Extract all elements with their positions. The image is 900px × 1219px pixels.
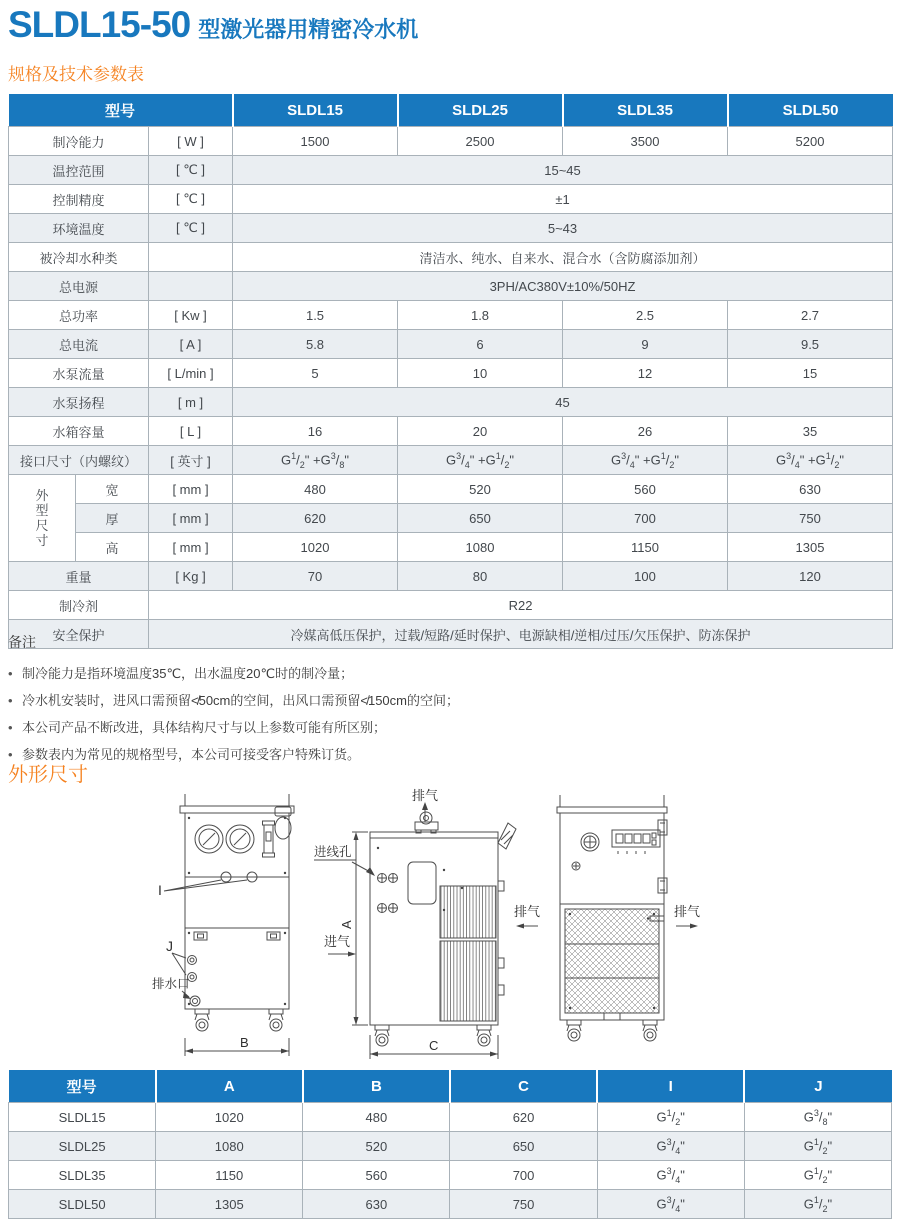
spec-row-label: 温控范围 (9, 156, 149, 185)
spec-row-unit: [ 英寸 ] (149, 446, 233, 475)
spec-cell-value: 3PH/AC380V±10%/50HZ (233, 272, 893, 301)
spec-cell-value: 45 (233, 388, 893, 417)
spec-row-label: 总功率 (9, 301, 149, 330)
dim-value-cell: $G^1/_2$" (597, 1103, 744, 1132)
spec-cell-value: 26 (563, 417, 728, 446)
spec-row-label: 总电源 (9, 272, 149, 301)
spec-cell-value: 2.5 (563, 301, 728, 330)
dim-value-cell: $G^3/_4$" (597, 1161, 744, 1190)
spec-row-sublabel: 宽 (76, 475, 149, 504)
dim-model-cell: SLDL15 (9, 1103, 156, 1132)
spec-cell-value: 1.8 (398, 301, 563, 330)
spec-cell-value: 630 (728, 475, 893, 504)
dim-value-cell: $G^3/_4$" (597, 1190, 744, 1219)
notes-heading: 备注 (8, 634, 36, 650)
spec-row-unit: [ ℃ ] (149, 214, 233, 243)
spec-cell-value: 2500 (398, 127, 563, 156)
spec-cell-value: 1020 (233, 533, 398, 562)
spec-row-unit (149, 243, 233, 272)
spec-cell-value: 620 (233, 504, 398, 533)
spec-row-unit (149, 272, 233, 301)
spec-row (9, 127, 893, 156)
spec-cell-value: 100 (563, 562, 728, 591)
exhaust-right-label: 排气 (674, 904, 701, 919)
spec-cell-value: 1150 (563, 533, 728, 562)
notes-section (8, 632, 888, 768)
spec-header-model-label: 型号 (9, 94, 233, 127)
note-item: • 制冷能力是指环境温度35℃，出水温度20℃时的制冷量； (8, 660, 888, 687)
front-view-drawing (152, 792, 317, 1064)
dim-value-cell: 650 (450, 1132, 597, 1161)
spec-row-unit: [ L/min ] (149, 359, 233, 388)
spec-cell-value: 3500 (563, 127, 728, 156)
spec-row (9, 243, 893, 272)
spec-cell-value: 750 (728, 504, 893, 533)
dim-model-cell: SLDL50 (9, 1190, 156, 1219)
note-item: • 本公司产品不断改进，具体结构尺寸与以上参数可能有所区别； (8, 714, 888, 741)
dimension-table (8, 1070, 892, 1219)
spec-cell-value: 9.5 (728, 330, 893, 359)
spec-row (9, 156, 893, 185)
spec-cell-value: 1.5 (233, 301, 398, 330)
cable-hole-label: 进线孔 (314, 845, 352, 859)
dim-header: C (450, 1070, 597, 1103)
dimension-table-header (9, 1070, 892, 1103)
spec-cell-value: $G^3/_4$" $+G^1/_2$" (563, 446, 728, 475)
spec-cell-value: 520 (398, 475, 563, 504)
spec-row-label: 制冷剂 (9, 591, 149, 620)
dim-model-cell: SLDL25 (9, 1132, 156, 1161)
spec-row-unit: [ m ] (149, 388, 233, 417)
dim-value-cell: 630 (303, 1190, 450, 1219)
spec-row (9, 591, 893, 620)
spec-header-model: SLDL35 (563, 94, 728, 127)
spec-row (9, 388, 893, 417)
dim-value-cell: 1150 (156, 1161, 303, 1190)
port-i-label: I (158, 882, 162, 898)
spec-cell-value: $G^3/_4$" $+G^1/_2$" (398, 446, 563, 475)
product-title-suffix: 型激光器用精密冷水机 (198, 17, 419, 42)
spec-section-heading: 规格及技术参数表 (8, 65, 144, 84)
dim-value-cell: 1080 (156, 1132, 303, 1161)
dim-row (9, 1132, 892, 1161)
spec-cell-value: 560 (563, 475, 728, 504)
back-view-drawing (512, 792, 712, 1057)
spec-row-label: 水泵流量 (9, 359, 149, 388)
spec-row (9, 504, 893, 533)
dims-section-heading: 外形尺寸 (8, 764, 88, 786)
spec-cell-value: 120 (728, 562, 893, 591)
spec-header-model: SLDL50 (728, 94, 893, 127)
spec-row-label: 安全保护 (9, 620, 149, 649)
dim-header: B (303, 1070, 450, 1103)
spec-row (9, 533, 893, 562)
spec-cell-value: 5~43 (233, 214, 893, 243)
spec-row-label: 水泵扬程 (9, 388, 149, 417)
spec-row-label: 水箱容量 (9, 417, 149, 446)
spec-cell-value: 10 (398, 359, 563, 388)
spec-cell-value: ±1 (233, 185, 893, 214)
spec-cell-value: 80 (398, 562, 563, 591)
spec-cell-value: $G^3/_4$" $+G^1/_2$" (728, 446, 893, 475)
dim-value-cell: 560 (303, 1161, 450, 1190)
air-intake-label: 进气 (324, 934, 351, 949)
spec-row-sublabel: 厚 (76, 504, 149, 533)
dimension-b-label: B (240, 1035, 249, 1050)
spec-row (9, 301, 893, 330)
note-item: • 参数表内为常见的规格型号，本公司可接受客户特殊订货。 (8, 741, 888, 768)
dimension-a-label: A (339, 920, 354, 929)
spec-cell-value: 700 (563, 504, 728, 533)
spec-row-sublabel: 高 (76, 533, 149, 562)
spec-cell-value: 15 (728, 359, 893, 388)
spec-row-label: 接口尺寸（内螺纹） (9, 446, 149, 475)
spec-cell-value: 15~45 (233, 156, 893, 185)
spec-header-model: SLDL15 (233, 94, 398, 127)
dim-row (9, 1103, 892, 1132)
spec-row-unit: [ Kg ] (149, 562, 233, 591)
spec-group-label: 外型尺寸 (9, 475, 76, 562)
spec-cell-value: $G^1/_2$" $+G^3/_8$" (233, 446, 398, 475)
dim-value-cell: 1020 (156, 1103, 303, 1132)
page-title (8, 4, 418, 46)
dim-row (9, 1190, 892, 1219)
spec-row-unit: [ ℃ ] (149, 156, 233, 185)
spec-cell-value: 6 (398, 330, 563, 359)
spec-row-unit: [ L ] (149, 417, 233, 446)
spec-row-unit: [ mm ] (149, 533, 233, 562)
spec-cell-value: 1305 (728, 533, 893, 562)
dim-value-cell: $G^3/_8$" (744, 1103, 891, 1132)
dim-value-cell: 700 (450, 1161, 597, 1190)
spec-cell-value: 5.8 (233, 330, 398, 359)
spec-row-label: 被冷却水种类 (9, 243, 149, 272)
spec-row (9, 562, 893, 591)
dimension-c-label: C (429, 1038, 439, 1053)
dim-value-cell: 750 (450, 1190, 597, 1219)
exhaust-top-label: 排气 (411, 788, 439, 803)
spec-cell-value: 70 (233, 562, 398, 591)
spec-cell-value: 冷媒高低压保护，过载/短路/延时保护、电源缺相/逆相/过压/欠压保护、防冻保护 (149, 620, 893, 649)
spec-cell-value: 9 (563, 330, 728, 359)
spec-cell-value: 480 (233, 475, 398, 504)
exhaust-left-label: 排气 (514, 904, 541, 919)
drain-outlet-label: 排水口 (152, 977, 190, 991)
spec-row-unit: [ mm ] (149, 475, 233, 504)
dim-value-cell: $G^1/_2$" (744, 1190, 891, 1219)
dim-model-cell: SLDL35 (9, 1161, 156, 1190)
spec-row (9, 475, 893, 504)
spec-row-label: 环境温度 (9, 214, 149, 243)
spec-cell-value: 650 (398, 504, 563, 533)
spec-cell-value: 5 (233, 359, 398, 388)
spec-cell-value: 35 (728, 417, 893, 446)
spec-row-unit: [ W ] (149, 127, 233, 156)
notes-list (8, 660, 888, 768)
spec-table (8, 94, 893, 649)
dim-value-cell: $G^3/_4$" (597, 1132, 744, 1161)
spec-row (9, 446, 893, 475)
dim-header: 型号 (9, 1070, 156, 1103)
dim-header: I (597, 1070, 744, 1103)
spec-table-header (9, 94, 893, 127)
spec-row-label: 制冷能力 (9, 127, 149, 156)
spec-row (9, 185, 893, 214)
spec-row (9, 330, 893, 359)
spec-cell-value: R22 (149, 591, 893, 620)
spec-row (9, 272, 893, 301)
product-model: SLDL15-50 (8, 4, 191, 45)
spec-row (9, 417, 893, 446)
side-view-drawing (312, 788, 517, 1068)
outline-drawings (0, 788, 900, 1070)
dim-row (9, 1161, 892, 1190)
dim-value-cell: $G^1/_2$" (744, 1161, 891, 1190)
spec-row-label: 控制精度 (9, 185, 149, 214)
spec-row-unit: [ A ] (149, 330, 233, 359)
note-item: • 冷水机安装时，进风口需预留≮50cm的空间，出风口需预留≮150cm的空间； (8, 687, 888, 714)
spec-row-unit: [ ℃ ] (149, 185, 233, 214)
spec-header-model: SLDL25 (398, 94, 563, 127)
spec-row-label: 重量 (9, 562, 149, 591)
spec-cell-value: 16 (233, 417, 398, 446)
spec-cell-value: 1500 (233, 127, 398, 156)
dim-value-cell: 520 (303, 1132, 450, 1161)
spec-cell-value: 12 (563, 359, 728, 388)
dim-value-cell: $G^1/_2$" (744, 1132, 891, 1161)
spec-cell-value: 1080 (398, 533, 563, 562)
dim-header: A (156, 1070, 303, 1103)
spec-row-label: 总电流 (9, 330, 149, 359)
spec-row (9, 359, 893, 388)
dim-value-cell: 1305 (156, 1190, 303, 1219)
spec-cell-value: 清洁水、纯水、自来水、混合水（含防腐添加剂） (233, 243, 893, 272)
spec-row-unit: [ Kw ] (149, 301, 233, 330)
spec-cell-value: 5200 (728, 127, 893, 156)
port-j-label: J (166, 938, 173, 954)
spec-row-unit: [ mm ] (149, 504, 233, 533)
dim-value-cell: 480 (303, 1103, 450, 1132)
spec-cell-value: 2.7 (728, 301, 893, 330)
spec-row (9, 214, 893, 243)
dim-value-cell: 620 (450, 1103, 597, 1132)
dim-header: J (744, 1070, 891, 1103)
spec-cell-value: 20 (398, 417, 563, 446)
